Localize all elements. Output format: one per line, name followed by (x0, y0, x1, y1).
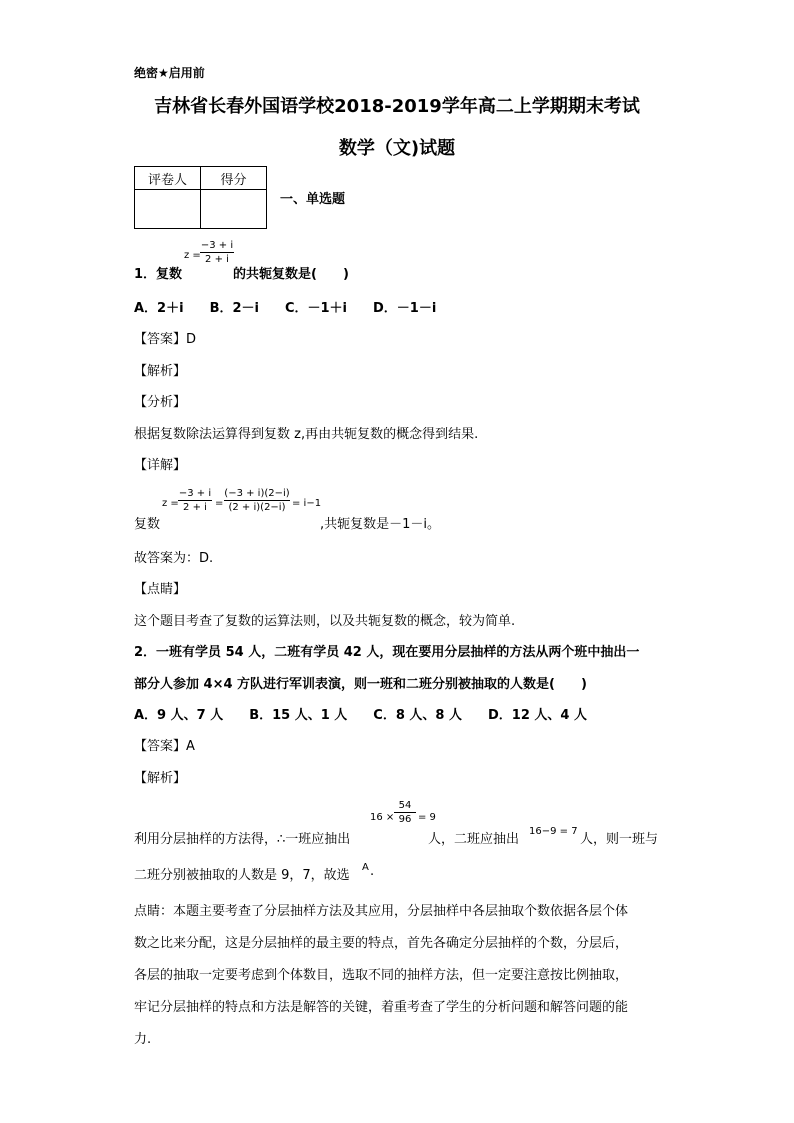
q2-note-line: 数之比来分配，这是分层抽样的最主要的特点，首先各确定分层抽样的个数，分层后， (134, 936, 629, 951)
q2-stem-line2: 部分人参加 4×4 方队进行军训表演，则一班和二班分别被抽取的人数是( ) (134, 677, 587, 692)
grader-cell (135, 190, 201, 229)
q1-fraction-denominator: 2 + i (205, 254, 229, 265)
q1-formula-lhs: z = (184, 250, 201, 261)
fraction-bar (200, 252, 234, 253)
q2-solution-mid: 人，二班应抽出 (428, 832, 520, 847)
q2-solution-line2: 二班分别被抽取的人数是 9，7，故选 (134, 868, 350, 883)
q1-eq-fraction2-denominator: (2 + i)(2−i) (228, 502, 286, 513)
q2-formula-result: = 9 (418, 812, 436, 823)
fraction-bar (394, 812, 416, 813)
q1-eq-fraction1-numerator: −3 + i (178, 488, 212, 499)
q2-note-line: 点睛：本题主要考查了分层抽样方法及其应用，分层抽样中各层抽取个数依据各层个体 (134, 904, 629, 919)
q2-note-line: 力. (134, 1032, 152, 1047)
grader-header: 评卷人 (135, 167, 201, 190)
q1-answer: 【答案】D (134, 332, 197, 347)
section-heading: 一、单选题 (280, 192, 346, 207)
q1-dianjing-text: 这个题目考查了复数的运算法则，以及共轭复数的概念，较为简单. (134, 614, 516, 629)
q2-solution-expr: 16−9 = 7 (529, 826, 578, 837)
q1-eq-fraction1-denominator: 2 + i (183, 502, 207, 513)
q1-analysis-label: 【解析】 (134, 364, 187, 379)
q1-eq-fraction1 (178, 488, 212, 513)
score-cell (201, 190, 267, 229)
q2-options: A．9 人、7 人 B．15 人、1 人 C．8 人、8 人 D．12 人、4 人 (134, 708, 587, 723)
q2-note-line: 各层的抽取一定要考虑到个体数目，选取不同的抽样方法，但一定要注意按比例抽取， (134, 968, 629, 983)
q1-eq-fraction2-numerator: (−3 + i)(2−i) (224, 488, 290, 499)
q1-stem-suffix: 的共轭复数是( ) (233, 267, 349, 282)
q2-solution-choice: A (362, 862, 369, 873)
q1-fenxi-text: 根据复数除法运算得到复数 z,再由共轭复数的概念得到结果. (134, 427, 479, 442)
q1-options: A．2＋i B．2－i C．－1＋i D．－1－i (134, 301, 437, 316)
q2-note-line: 牢记分层抽样的特点和方法是解答的关键，着重考查了学生的分析问题和解答问题的能 (134, 1000, 629, 1015)
q1-fenxi-label: 【分析】 (134, 395, 187, 410)
q1-dianjing-label: 【点睛】 (134, 582, 187, 597)
exam-title: 吉林省长春外国语学校2018-2019学年高二上学期期末考试 (154, 96, 640, 117)
q1-eq-fraction2 (224, 488, 290, 513)
q1-formula-fraction (200, 240, 234, 265)
q2-formula-fraction (394, 800, 416, 825)
q1-eq-z: z = (162, 498, 179, 509)
q1-detail-label: 【详解】 (134, 458, 187, 473)
fraction-bar (178, 500, 212, 501)
q1-eq-result: = i−1 (292, 498, 322, 509)
q2-answer: 【答案】A (134, 739, 195, 754)
q1-eq-equals: = (215, 498, 224, 509)
q1-fraction-numerator: −3 + i (200, 240, 234, 251)
q2-fraction-denominator: 96 (398, 814, 412, 825)
q2-analysis-label: 【解析】 (134, 771, 187, 786)
q2-stem-line1: 2．一班有学员 54 人，二班有学员 42 人，现在要用分层抽样的方法从两个班中抽出一 (134, 645, 640, 660)
exam-subtitle: 数学（文)试题 (338, 138, 456, 159)
q2-solution-suffix: 人，则一班与 (580, 832, 659, 847)
q1-stem-prefix: 1．复数 (134, 267, 183, 282)
q2-solution-prefix: 利用分层抽样的方法得，∴一班应抽出 (134, 832, 351, 847)
q1-detail-suffix: ,共轭复数是－1－i。 (320, 517, 441, 532)
q2-solution-end: . (370, 864, 375, 879)
score-table (134, 166, 267, 229)
q1-detail-prefix: 复数 (134, 517, 161, 532)
q2-formula-lead: 16 × (370, 812, 395, 823)
score-header: 得分 (201, 167, 267, 190)
q2-fraction-numerator: 54 (398, 800, 412, 811)
fraction-bar (224, 500, 290, 501)
confidential-label: 绝密★启用前 (134, 66, 205, 80)
q1-conclusion: 故答案为：D. (134, 551, 214, 566)
